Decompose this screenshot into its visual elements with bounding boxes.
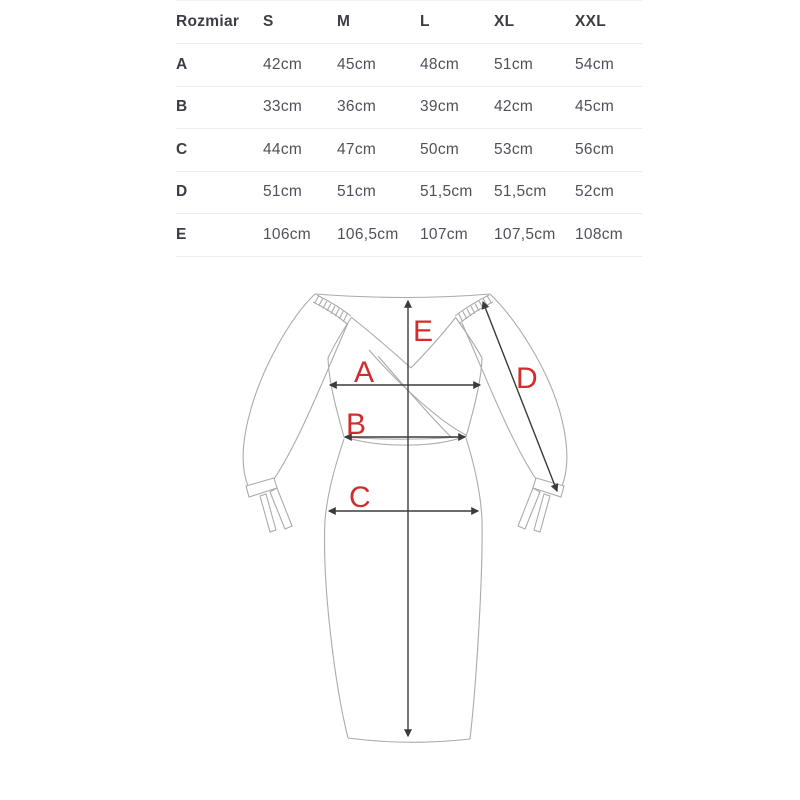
size-value-cell: 51,5cm: [420, 183, 473, 201]
size-value-cell: 42cm: [494, 98, 534, 116]
row-label-b: B: [176, 98, 188, 116]
row-label-c: C: [176, 140, 188, 158]
table-row: [176, 172, 642, 215]
col-header-xl: XL: [494, 13, 515, 30]
measure-label-e: E: [413, 315, 434, 348]
row-label-e: E: [176, 225, 187, 243]
table-row: [176, 214, 642, 257]
size-value-cell: 44cm: [263, 140, 303, 158]
size-table: [176, 0, 642, 257]
measure-label-c: C: [349, 481, 371, 514]
size-value-cell: 108cm: [575, 225, 624, 243]
table-row: [176, 44, 642, 87]
size-value-cell: 53cm: [494, 140, 534, 158]
measure-label-a: A: [354, 356, 375, 389]
row-label-a: A: [176, 55, 188, 73]
table-row: [176, 87, 642, 130]
table-row: [176, 129, 642, 172]
size-value-cell: 33cm: [263, 98, 303, 116]
col-header-l: L: [420, 13, 430, 30]
size-value-cell: 51,5cm: [494, 183, 547, 201]
size-value-cell: 36cm: [337, 98, 377, 116]
size-value-cell: 48cm: [420, 55, 460, 73]
size-value-cell: 54cm: [575, 55, 615, 73]
measurement-labels: [346, 315, 538, 514]
size-value-cell: 52cm: [575, 183, 615, 201]
dress-measurement-diagram: [230, 280, 580, 760]
measure-label-b: B: [346, 408, 367, 441]
size-value-cell: 107,5cm: [494, 225, 556, 243]
size-value-cell: 45cm: [337, 55, 377, 73]
size-value-cell: 56cm: [575, 140, 615, 158]
size-value-cell: 45cm: [575, 98, 615, 116]
size-value-cell: 107cm: [420, 225, 469, 243]
size-table-header-row: [176, 1, 642, 44]
col-header-m: M: [337, 13, 351, 30]
col-header-xxl: XXL: [575, 13, 607, 30]
size-value-cell: 39cm: [420, 98, 460, 116]
size-value-cell: 47cm: [337, 140, 377, 158]
size-value-cell: 51cm: [494, 55, 534, 73]
size-value-cell: 106,5cm: [337, 225, 399, 243]
size-value-cell: 50cm: [420, 140, 460, 158]
measure-label-d: D: [516, 362, 538, 395]
size-value-cell: 106cm: [263, 225, 312, 243]
col-header-s: S: [263, 13, 274, 30]
col-header-rozmiar: Rozmiar: [176, 13, 240, 30]
size-value-cell: 51cm: [337, 183, 377, 201]
row-label-d: D: [176, 183, 188, 201]
size-value-cell: 42cm: [263, 55, 303, 73]
size-value-cell: 51cm: [263, 183, 303, 201]
